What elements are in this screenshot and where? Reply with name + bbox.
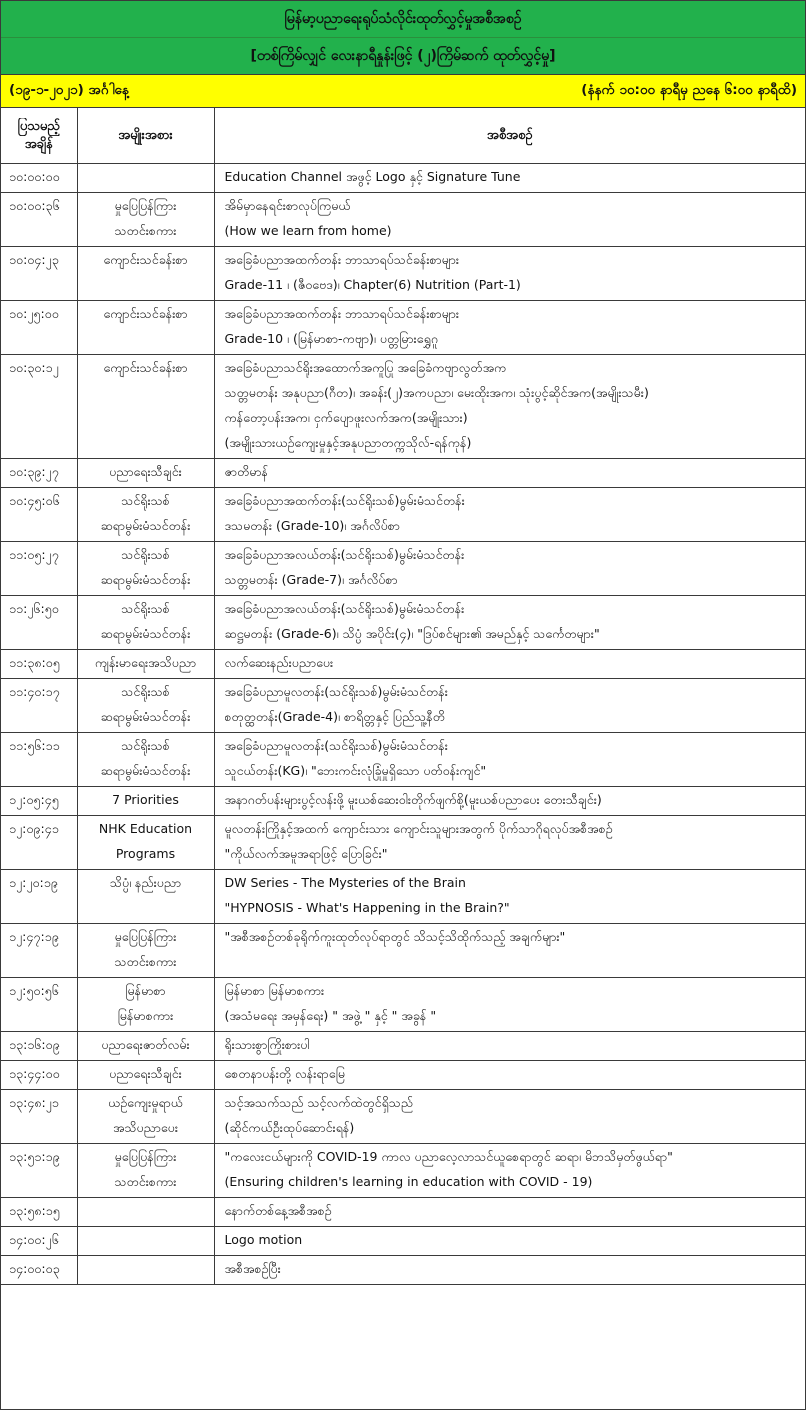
row-program [214, 1256, 805, 1285]
row-time: ၁၃:၄၈:၂၁ [1, 1090, 77, 1144]
row-program-line: Logo motion [224, 1232, 303, 1247]
row-category [77, 733, 214, 787]
row-program-line: အခြေခံပညာအလယ်တန်း(သင်ရိုးသစ်)မွမ်းမံသင်တန်း [224, 601, 465, 616]
row-program-line: သင့်အသက်သည် သင့်လက်ထဲတွင်ရှိသည် [224, 1095, 413, 1110]
row-category-line: ပညာရေးသီချင်း [109, 464, 182, 479]
row-program-line: (အမျိုးသားယဉ်ကျေးမှုနှင့်အနုပညာတက္ကသိုလ်-ရန်ကုန်) [224, 435, 472, 450]
row-program-line: အိမ်မှာနေရင်းစာလုပ်ကြမယ် [224, 198, 351, 213]
row-category [77, 301, 214, 355]
row-time: ၁၀:၀၀:၀၀ [1, 164, 77, 193]
broadcast-date: (၁၉-၁-၂၀၂၁) အင်္ဂါနေ့ [9, 82, 129, 98]
column-header-program: အစီအစဉ် [214, 108, 805, 164]
row-category-line: ကျောင်းသင်ခန်းစာ [103, 306, 188, 321]
column-header-category: အမျိုးအစား [77, 108, 214, 164]
row-program-line: Education Channel အဖွင့် Logo နှင့် Signature Tune [224, 169, 521, 184]
column-header-time [1, 108, 77, 164]
row-category [77, 924, 214, 978]
table-header-row [1, 108, 805, 164]
table-row [1, 1032, 805, 1061]
row-program [214, 301, 805, 355]
table-row [1, 650, 805, 679]
row-category [77, 1198, 214, 1227]
row-time: ၁၃:၅၁:၁၉ [1, 1144, 77, 1198]
row-program-line: အခြေခံပညာအထက်တန်း(သင်ရိုးသစ်)မွမ်းမံသင်တန်း [224, 493, 465, 508]
table-row [1, 1090, 805, 1144]
row-time: ၁၂:၄၇:၁၉ [1, 924, 77, 978]
row-time: ၁၁:၀၅:၂၇ [1, 542, 77, 596]
table-row [1, 978, 805, 1032]
row-category-line: အသိပညာပေး [112, 1120, 178, 1135]
table-row [1, 1256, 805, 1285]
table-row [1, 870, 805, 924]
row-program-line: စတုတ္ထတန်း(Grade-4)၊ စာရိတ္တနှင့် ပြည်သူ့နီတိ [224, 709, 445, 724]
table-row [1, 816, 805, 870]
table-row [1, 679, 805, 733]
row-category-line: NHK Education [98, 821, 193, 836]
row-program [214, 650, 805, 679]
row-category-line: ဆရာမွမ်းမံသင်တန်း [100, 572, 191, 587]
row-program-line: "ကလေးငယ်များကို COVID-19 ကာလ ပညာလေ့လာသင်ယူစေရာတွင် ဆရာ၊ မိဘသိမှတ်ဖွယ်ရာ" [224, 1149, 673, 1164]
row-program [214, 978, 805, 1032]
row-category [77, 816, 214, 870]
row-time: ၁၁:၄၀:၁၇ [1, 679, 77, 733]
row-program-line: အခြေခံပညာအထက်တန်း ဘာသာရပ်သင်ခန်းစာများ [224, 306, 460, 321]
row-program-line: မူလတန်းကြိုနှင့်အထက် ကျောင်းသား ကျောင်းသူများအတွက် ပိုက်သာဂိုရလုပ်အစီအစဉ် [224, 821, 613, 836]
row-category [77, 650, 214, 679]
row-category [77, 193, 214, 247]
row-program-line: အခြေခံပညာသင်ရိုးအထောက်အကူပြု အခြေခံကဗျာလွတ်အက [224, 360, 507, 375]
row-category-line: သင်ရိုးသစ် [121, 738, 170, 753]
row-category [77, 1256, 214, 1285]
row-program [214, 1144, 805, 1198]
column-header-time-line: ပြသမည့် [17, 118, 60, 134]
row-category [77, 542, 214, 596]
row-program-line: အခြေခံပညာအထက်တန်း ဘာသာရပ်သင်ခန်းစာများ [224, 252, 460, 267]
row-time: ၁၀:၄၅:၀၆ [1, 488, 77, 542]
row-category-line: ကျောင်းသင်ခန်းစာ [103, 360, 188, 375]
table-row [1, 355, 805, 459]
row-program [214, 193, 805, 247]
row-program [214, 679, 805, 733]
row-category-line: မြန်မာစကား [117, 1008, 174, 1023]
row-program-line: နောက်တစ်နေ့အစီအစဉ် [224, 1203, 332, 1218]
table-row [1, 1061, 805, 1090]
row-program [214, 1061, 805, 1090]
row-time: ၁၃:၁၆:၀၉ [1, 1032, 77, 1061]
row-time: ၁၀:၃၉:၂၇ [1, 459, 77, 488]
row-time: ၁၂:၂၀:၁၉ [1, 870, 77, 924]
row-program [214, 787, 805, 816]
row-time: ၁၁:၃၈:၀၅ [1, 650, 77, 679]
row-program [214, 164, 805, 193]
row-category [77, 978, 214, 1032]
row-time: ၁၂:၅၀:၅၆ [1, 978, 77, 1032]
row-category-line: သင်ရိုးသစ် [121, 547, 170, 562]
table-row [1, 542, 805, 596]
row-program-line: အခြေခံပညာမူလတန်း(သင်ရိုးသစ်)မွမ်းမံသင်တန်း [224, 684, 448, 699]
row-category-line: သတင်းစကား [114, 1174, 177, 1189]
row-category-line: ယဉ်ကျေးမှုရာယ် [108, 1095, 183, 1110]
row-category-line: သင်ရိုးသစ် [121, 684, 170, 699]
table-row [1, 733, 805, 787]
row-program-line: အခြေခံပညာမူလတန်း(သင်ရိုးသစ်)မွမ်းမံသင်တန်း [224, 738, 448, 753]
row-category-line: ဆရာမွမ်းမံသင်တန်း [100, 709, 191, 724]
row-category [77, 247, 214, 301]
row-program-line: အနာဂတ်ပန်းများပွင့်လန်းဖို့ မူးယစ်ဆေးဝါးတိုက်ဖျက်စို့(မူးယစ်ပညာပေး တေးသီချင်း) [224, 792, 602, 807]
row-category-line: သင်ရိုးသစ် [121, 493, 170, 508]
row-program [214, 1198, 805, 1227]
row-category-line: ပညာရေးသီချင်း [109, 1066, 182, 1081]
row-program [214, 733, 805, 787]
row-program [214, 924, 805, 978]
table-row [1, 1227, 805, 1256]
row-program-line: (Ensuring children's learning in education with COVID - 19) [224, 1174, 593, 1189]
row-program-line: ဆဋ္ဌမတန်း (Grade-6)၊ သိပ္ပံ အပိုင်း(၄)၊ "ဒြပ်စင်များ၏ အမည်နှင့် သင်္ကေတများ" [224, 626, 600, 641]
row-category [77, 1227, 214, 1256]
row-category [77, 488, 214, 542]
row-program-line: သူငယ်တန်း(KG)၊ "ဘေးကင်းလုံခြုံမှုရှိသော ပတ်ဝန်းကျင်" [224, 763, 487, 778]
row-program-line: အစီအစဉ်ပြီး [224, 1261, 281, 1276]
row-time: ၁၂:၀၉:၄၁ [1, 816, 77, 870]
row-program [214, 459, 805, 488]
table-row [1, 301, 805, 355]
row-program-line: Grade-10 ၊ (မြန်မာစာ-ကဗျာ)၊ ပတ္တမြားရွှေဂူ [224, 331, 439, 346]
schedule-title: မြန်မာ့ပညာရေးရုပ်သံလိုင်းထုတ်လွှင့်မှုအစီအစဉ် [284, 10, 522, 27]
row-category-line: မှုပြေပြန်ကြား [114, 929, 177, 944]
row-program-line: ဒသမတန်း (Grade-10)၊ အင်္ဂလိပ်စာ [224, 518, 400, 533]
row-category [77, 1061, 214, 1090]
row-program [214, 1090, 805, 1144]
row-program-line: (ဆိုင်ကယ်ဦးထုပ်ဆောင်းရန်) [224, 1120, 355, 1135]
table-row [1, 164, 805, 193]
table-row [1, 924, 805, 978]
table-row [1, 247, 805, 301]
row-time: ၁၃:၅၈:၁၅ [1, 1198, 77, 1227]
row-time: ၁၄:၀၀:၂၆ [1, 1227, 77, 1256]
row-program [214, 488, 805, 542]
row-category-line: Programs [115, 846, 176, 861]
row-category [77, 355, 214, 459]
row-program-line: "အစီအစဉ်တစ်ခုရိုက်ကူးထုတ်လုပ်ရာတွင် သိသင့်သိထိုက်သည့် အချက်များ" [224, 929, 566, 944]
row-category-line: သိပ္ပံ၊ နည်းပညာ [109, 875, 182, 890]
row-category-line: ပညာရေးဇာတ်လမ်း [101, 1037, 190, 1052]
row-category [77, 596, 214, 650]
row-time: ၁၁:၅၆:၁၁ [1, 733, 77, 787]
row-category [77, 164, 214, 193]
row-program-line: စေတနာပန်းတို့ လန်းရာမြေ [224, 1066, 345, 1081]
row-category-line: ကျောင်းသင်ခန်းစာ [103, 252, 188, 267]
row-program-line: သတ္တမတန်း အနုပညာ(ဂီတ)၊ အခန်း(၂)အကပညာ၊ မေးထိုးအက၊ သုံးပွင့်ဆိုင်အက(အမျိုးသမီး) [224, 385, 649, 400]
row-program-line: DW Series - The Mysteries of the Brain [224, 875, 466, 890]
row-category-line: မြန်မာစာ [125, 983, 166, 998]
row-program [214, 1032, 805, 1061]
table-row [1, 1144, 805, 1198]
broadcast-hours: (နံနက် ၁၀:၀၀ နာရီမှ ညနေ ၆:၀၀ နာရီထိ) [581, 82, 797, 98]
row-category [77, 1144, 214, 1198]
row-category-line: 7 Priorities [112, 792, 179, 807]
row-program-line: သတ္တမတန်း (Grade-7)၊ အင်္ဂလိပ်စာ [224, 572, 398, 587]
row-program [214, 1227, 805, 1256]
row-program-line: (အသံမရေး အမှန်ရေး) " အဖွဲ့ " နှင့် " အခွန် " [224, 1008, 437, 1023]
row-program [214, 247, 805, 301]
table-row [1, 787, 805, 816]
row-time: ၁၃:၄၄:၀၀ [1, 1061, 77, 1090]
row-program [214, 870, 805, 924]
row-program [214, 596, 805, 650]
row-program-line: ရိုးသားစွာကြိုးစားပါ [224, 1037, 310, 1052]
row-program-line: "ကိုယ်လက်အမူအရာဖြင့် ပြောခြင်း" [224, 846, 388, 861]
row-program-line: Grade-11 ၊ (ဇီဝဗေဒ)၊ Chapter(6) Nutrition (Part-1) [224, 277, 521, 292]
row-category-line: ဆရာမွမ်းမံသင်တန်း [100, 518, 191, 533]
table-row [1, 488, 805, 542]
row-category-line: ကျန်းမာရေးအသိပညာ [94, 655, 197, 670]
row-program-line: ဇာတိမာန် [224, 464, 268, 479]
row-category-line: သတင်းစကား [114, 954, 177, 969]
row-time: ၁၁:၂၆:၅၀ [1, 596, 77, 650]
row-program-line: (How we learn from home) [224, 223, 392, 238]
row-category [77, 1090, 214, 1144]
row-program-line: အခြေခံပညာအလယ်တန်း(သင်ရိုးသစ်)မွမ်းမံသင်တန်း [224, 547, 465, 562]
row-program [214, 542, 805, 596]
row-time: ၁၀:၃၀:၁၂ [1, 355, 77, 459]
column-header-time-line: အချိန် [24, 136, 53, 152]
row-category-line: သတင်းစကား [114, 223, 177, 238]
schedule-subtitle: [တစ်ကြိမ်လျှင် လေးနာရီနှုန်းဖြင့် (၂)ကြိမ်ဆက် ထုတ်လွှင့်မှု] [1, 37, 805, 74]
date-band [1, 75, 805, 108]
schedule-table [1, 108, 805, 1285]
row-time: ၁၀:၀၀:၃၆ [1, 193, 77, 247]
row-time: ၁၀:၂၅:၀၀ [1, 301, 77, 355]
row-time: ၁၂:၀၅:၄၅ [1, 787, 77, 816]
table-row [1, 1198, 805, 1227]
row-category-line: ဆရာမွမ်းမံသင်တန်း [100, 626, 191, 641]
row-category [77, 870, 214, 924]
row-time: ၁၀:၀၄:၂၃ [1, 247, 77, 301]
row-category-line: မှုပြေပြန်ကြား [114, 198, 177, 213]
row-time: ၁၄:၀၀:၀၃ [1, 1256, 77, 1285]
row-program [214, 355, 805, 459]
row-category-line: သင်ရိုးသစ် [121, 601, 170, 616]
row-program-line: ကန်တော့ပန်းအက၊ ငှက်ပျောဖူးလက်အက(အမျိုးသား) [224, 410, 468, 425]
row-category [77, 1032, 214, 1061]
table-row [1, 459, 805, 488]
row-category-line: မှုပြေပြန်ကြား [114, 1149, 177, 1164]
table-row [1, 596, 805, 650]
row-program-line: မြန်မာစာ မြန်မာစကား [224, 983, 325, 998]
title-banner [1, 1, 805, 75]
row-program [214, 816, 805, 870]
row-category-line: ဆရာမွမ်းမံသင်တန်း [100, 763, 191, 778]
row-program-line: "HYPNOSIS - What's Happening in the Brain?" [224, 900, 510, 915]
table-row [1, 193, 805, 247]
row-category [77, 787, 214, 816]
row-category [77, 459, 214, 488]
row-program-line: လက်ဆေးနည်းပညာပေး [224, 655, 334, 670]
row-category [77, 679, 214, 733]
